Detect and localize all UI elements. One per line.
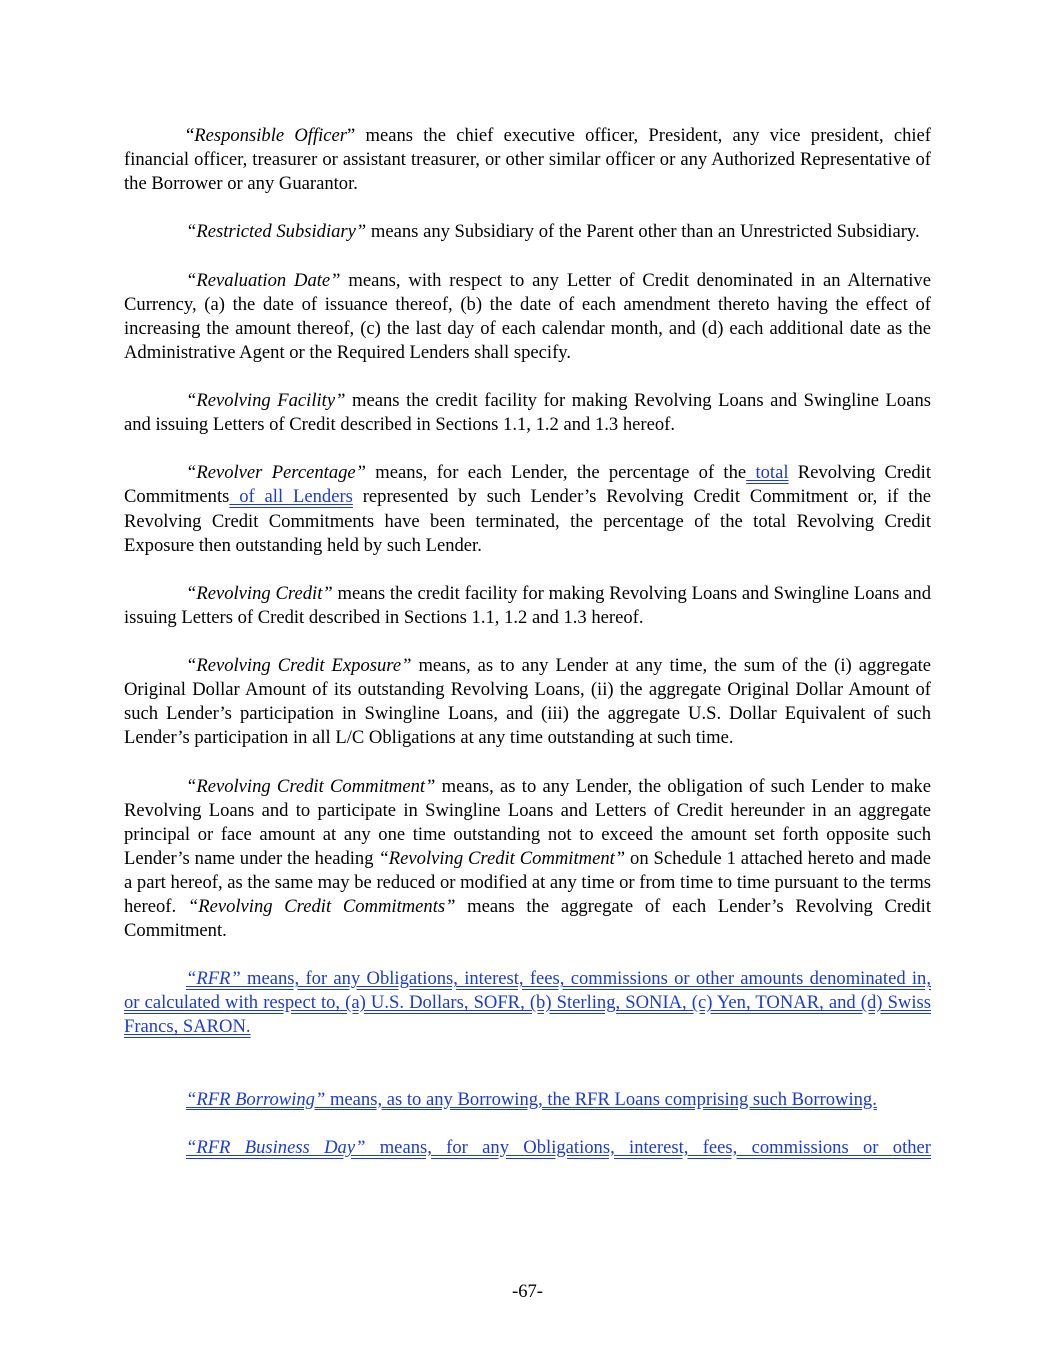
defined-term: “Revolving Credit Commitments” [187, 896, 456, 917]
definition-text: means any Subsidiary of the Parent other than an Unrestricted Subsidiary. [366, 221, 920, 243]
defined-term: “RFR Borrowing” [186, 1088, 326, 1110]
definition-text: means the aggregate of each Lender’s Revolving Credit Commitment. [124, 896, 931, 942]
definition-revolving-credit-exposure [124, 654, 931, 750]
defined-term: “Revolver Percentage” [186, 462, 367, 484]
definition-revolver-percentage [124, 461, 931, 557]
definition-revolving-credit [124, 582, 931, 630]
definition-text: on Schedule 1 attached hereto and made a part hereof, as the same may be reduced or modified at any time or from time to time pursuant to the terms hereof. [124, 847, 932, 917]
definition-rfr-borrowing [124, 1088, 931, 1112]
defined-term: “Revaluation Date” [186, 269, 341, 291]
definition-text: means, as to any Lender at any time, the sum of the (i) aggregate Original Dollar Amount of its outstanding Revolving Loans, (ii) the aggregate Original Dollar Amount of such Lender’s participation in Swingline Loans, and (iii) the aggregate U.S. Dollar Equivalent of such Lender’s participation in all L/C Obligations at any time outstanding at such time. [124, 655, 931, 749]
definition-responsible-officer [124, 124, 931, 196]
definition-text: means, for any Obligations, interest, fees, commissions or other amounts denominated in, or calculated with respect to, (a) U.S. Dollars, SOFR, (b) Sterling, SONIA, (c) Yen, TONAR, and (d) Swiss Francs, SARON. [124, 968, 931, 1038]
definition-text: means, as to any Borrowing, the RFR Loans comprising such Borrowing. [325, 1088, 877, 1110]
defined-term: “Revolving Credit Exposure” [186, 655, 412, 677]
close-quote: ” [347, 125, 356, 146]
defined-term: “Revolving Facility” [186, 390, 346, 412]
defined-term: “Revolving Credit Commitment” [378, 847, 626, 869]
definition-rfr-business-day [124, 1136, 931, 1160]
defined-term: “RFR” [186, 968, 241, 990]
definition-text: means, for any Obligations, interest, fees, commissions or other [365, 1136, 931, 1158]
definition-text: means the credit facility for making Revolving Loans and Swingline Loans and issuing Letters of Credit described in Sections 1.1, 1.2 and 1.3 hereof. [124, 582, 932, 628]
definition-text: means the credit facility for making Revolving Loans and Swingline Loans and issuing Letters of Credit described in Sections 1.1, 1.2 and 1.3 hereof. [124, 390, 931, 436]
open-quote: “ [186, 125, 195, 146]
defined-term: “Revolving Credit” [186, 582, 333, 604]
definition-text: means the chief executive officer, President, any vice president, chief financial officer, treasurer or assistant treasurer, or other similar officer or any Authorized Representative of the Borrower or any Guarantor. [124, 125, 931, 195]
definition-text: represented by such Lender’s Revolving Credit Commitment or, if the Revolving Credit Commitments have been terminated, the percentage of the total Revolving Credit Exposure then outstanding held by such Lender. [124, 486, 931, 556]
definition-text: means, as to any Lender, the obligation of such Lender to make Revolving Loans and to participate in Swingline Loans and Letters of Credit hereunder in an aggregate principal or face amount at any one time outstanding not to exceed the amount set forth opposite such Lender’s name under the heading [124, 775, 931, 869]
defined-term: Responsible Officer [194, 125, 348, 146]
definition-text: Revolving Credit Commitments [124, 462, 932, 508]
page-number: -67- [512, 1281, 543, 1302]
defined-term: “Revolving Credit Commitment” [186, 775, 436, 797]
definition-text: means, for each Lender, the percentage of the [366, 462, 747, 484]
definition-restricted-subsidiary [124, 220, 931, 244]
document-body [124, 124, 931, 1184]
definition-text: means, with respect to any Letter of Credit denominated in an Alternative Currency, (a) the date of issuance thereof, (b) the date of each amendment thereto having the effect of increasing the amount thereof, (c) the last day of each calendar month, and (d) each additional date as the Administrative Agent or the Required Lenders shall specify. [124, 269, 931, 363]
defined-term: “RFR Business Day” [186, 1136, 366, 1158]
definition-revaluation-date [124, 269, 931, 365]
defined-term: “Restricted Subsidiary” [186, 221, 367, 243]
inserted-text: total [746, 462, 789, 484]
definition-rfr [124, 967, 931, 1039]
inserted-text: of all Lenders [229, 486, 353, 508]
definition-revolving-facility [124, 389, 931, 437]
definition-revolving-credit-commitment [124, 775, 931, 944]
